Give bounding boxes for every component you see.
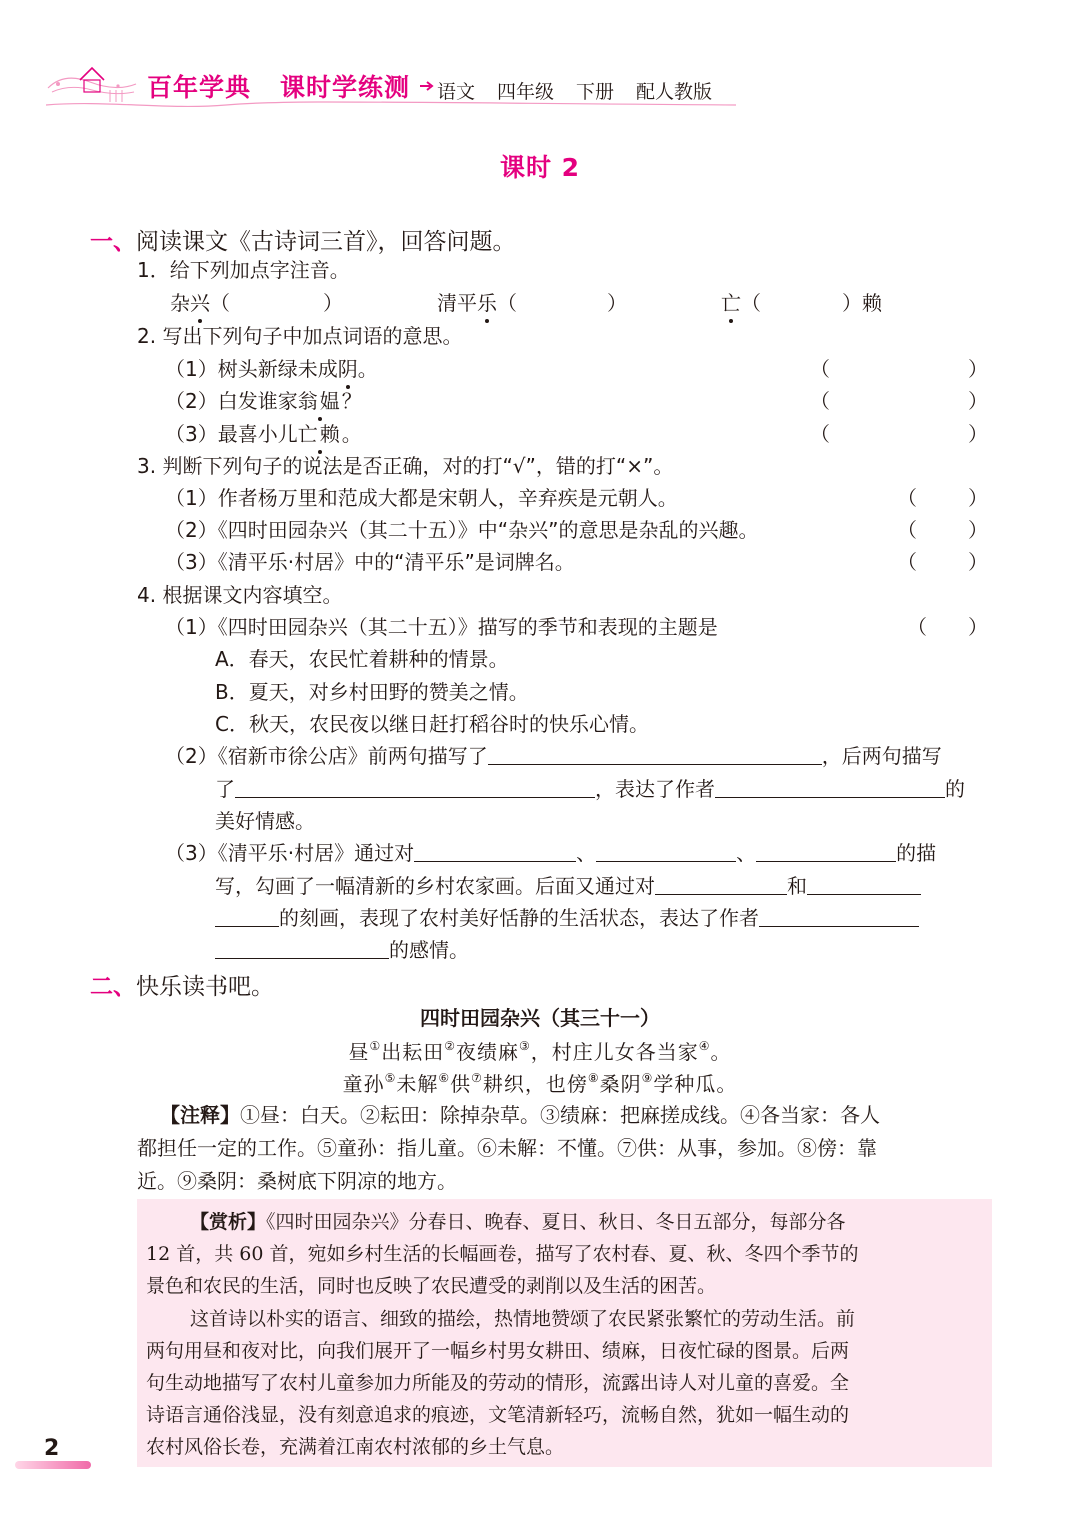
q1-item-1: 杂兴（ [170,291,230,315]
poem-segment: 。 [710,1040,732,1064]
section-1-title: 阅读课文《古诗词三首》，回答问题。 [136,229,516,255]
notes-line-3: 近。⑨桑阴：桑树底下阴凉的地方。 [137,1169,457,1193]
q3-paren-close-1: ） [968,486,988,510]
q3-item-2: （2）《四时田园杂兴（其二十五）》中“杂兴”的意思是杂乱的兴趣。 [165,518,759,542]
poem-segment: 昼 [348,1040,370,1064]
q4-sub2-line2: 了 ，表达了作者 的 [215,777,965,801]
notes-line-2: 都担任一定的工作。⑤童孙：指儿童。⑥未解：不懂。⑦供：从事，参加。⑧傍：靠 [137,1136,877,1160]
q3-paren-open-3[interactable]: （ [897,550,917,574]
q1-item-3: 亡（ [721,291,761,315]
q2-paren-close-3: ） [968,422,988,446]
note-marker: ① [369,1039,382,1053]
q1-answer-1[interactable]: ） [323,291,343,315]
grade-label: 四年级 [497,81,555,103]
poem-segment: 夜绩麻 [456,1040,519,1064]
note-marker: ⑥ [438,1071,451,1085]
page-header [0,0,1080,125]
q4-sub3-line2: 写，勾画了一幅清新的乡村农家画。后面又通过对 和 [215,872,921,900]
q4-sub3-line3: 的刻画，表现了农村美好恬静的生活状态，表达了作者 [215,904,919,932]
q4-sub2-line1: （2）《宿新市徐公店》前两句描写了 ，后两句描写 [165,744,942,768]
note-marker: ⑤ [384,1071,397,1085]
q4-sub1-paren-open[interactable]: （ [907,615,927,639]
poem-segment: 童孙 [342,1072,385,1096]
note-marker: ⑧ [587,1071,600,1085]
note-marker: ② [444,1039,456,1053]
q3-item-3: （3）《清平乐·村居》中的“清平乐”是词牌名。 [165,550,575,574]
section-2-title: 快乐读书吧。 [136,974,274,1000]
q4-sub3-line4: 的感情。 [215,936,469,964]
poem-line-2 [0,1068,1080,1097]
note-marker: ⑦ [471,1071,483,1085]
note-marker: ⑨ [641,1071,654,1085]
q4-sub2-line3: 美好情感。 [215,809,315,833]
fill-blank[interactable] [215,905,279,927]
page-number-bar [15,1461,91,1469]
q2-paren-open-2[interactable]: （ [810,389,830,413]
fill-blank[interactable] [596,840,736,862]
arrow-right-icon [419,80,435,92]
analysis-line-3: 景色和农民的生活，同时也反映了农民遭受的剥削以及生活的困苦。 [146,1275,717,1297]
analysis-line-1: 【赏析】《四时田园杂兴》分春日、晚春、夏日、秋日、冬日五部分，每部分各 [190,1211,846,1233]
note-marker: ③ [519,1039,531,1053]
note-marker: ④ [698,1039,711,1053]
poem-segment: ，村庄儿女各当家 [530,1040,699,1064]
q4-option-b[interactable]: B．夏天，对乡村田野的赞美之情。 [215,680,529,704]
section-2-heading [90,968,274,1001]
subject-label: 语文 [437,81,476,103]
q4-sub3-line1: （3）《清平乐·村居》通过对 、 、 的描 [165,841,937,865]
fill-blank[interactable] [414,840,576,862]
volume-label: 下册 [576,81,615,103]
analysis-line-5: 两句用昼和夜对比，向我们展开了一幅乡村男女耕田、绩麻，日夜忙碌的图景。后两 [146,1340,850,1362]
page-number: 2 [44,1436,60,1461]
poem-segment: 供 [450,1072,472,1096]
q2-stem: 2. 写出下列句子中加点词语的意思。 [137,324,463,348]
q1-answer-2[interactable]: ） [607,291,627,315]
fill-blank[interactable] [215,937,389,959]
q2-paren-close-1: ） [968,357,988,381]
analysis-line-8: 农村风俗长卷，充满着江南农村浓郁的乡土气息。 [146,1436,565,1458]
fill-blank[interactable] [756,840,896,862]
header-divider [46,100,736,110]
q4-option-c[interactable]: C．秋天，农民夜以继日赶打稻谷时的快乐心情。 [215,712,649,736]
brand-name: 百年学典 [147,73,252,102]
q3-paren-close-3: ） [968,550,988,574]
poem-segment: 学种瓜。 [653,1072,738,1096]
q3-item-1: （1）作者杨万里和范成大都是宋朝人，辛弃疾是元朝人。 [165,486,678,510]
q2-paren-open-3[interactable]: （ [810,422,830,446]
fill-blank[interactable] [759,905,919,927]
series-name: 课时学练测 [280,73,411,102]
q1-item-2: 清平乐（ [437,291,517,315]
fill-blank[interactable] [488,743,822,765]
poem-line-1 [0,1036,1080,1065]
lesson-title: 课时 2 [499,153,581,182]
poem-segment: 桑阴 [599,1072,642,1096]
notes-line-1: 【注释】①昼：白天。②耘田：除掉杂草。③绩麻：把麻搓成线。④各当家：各人 [160,1103,880,1127]
analysis-line-2: 12 首，共 60 首，宛如乡村生活的长幅画卷，描写了农村春、夏、秋、冬四个季节的 [146,1243,859,1265]
q1-answer-3[interactable]: ）赖 [842,291,882,315]
fill-blank[interactable] [655,873,787,895]
q1-stem: 1．给下列加点字注音。 [137,258,350,282]
analysis-line-6: 句生动地描写了农村儿童参加力所能及的劳动的情形，流露出诗人对儿童的喜爱。全 [146,1372,850,1394]
poem-title: 四时田园杂兴（其三十一） [420,1006,660,1030]
q4-sub1-text: （1）《四时田园杂兴（其二十五）》描写的季节和表现的主题是 [165,615,718,639]
analysis-label: 【赏析】 [190,1211,267,1233]
fill-blank[interactable] [715,776,945,798]
q3-paren-open-2[interactable]: （ [897,518,917,542]
q4-stem: 4. 根据课文内容填空。 [137,583,343,607]
analysis-line-7: 诗语言通俗浅显，没有刻意追求的痕迹，文笔清新轻巧，流畅自然，犹如一幅生动的 [146,1404,850,1426]
q3-paren-open-1[interactable]: （ [897,486,917,510]
edition-label: 配人教版 [636,81,713,103]
section-1-number: 一、 [90,229,136,255]
q3-stem: 3. 判断下列句子的说法是否正确，对的打“√”，错的打“×”。 [137,454,674,478]
q4-sub1-paren-close: ） [968,615,988,639]
q4-option-a[interactable]: A．春天，农民忙着耕种的情景。 [215,647,509,671]
q3-paren-close-2: ） [968,518,988,542]
section-2-number: 二、 [90,974,136,1000]
q2-item-1: （1）树头新绿未成阴。 [165,357,378,381]
q2-item-2: （2）白发谁家翁媪？ [165,389,362,413]
q2-item-3: （3）最喜小儿亡赖。 [165,422,362,446]
fill-blank[interactable] [235,776,595,798]
analysis-line-4: 这首诗以朴实的语言、细致的描绘，热情地赞颂了农民紧张繁忙的劳动生活。前 [190,1308,856,1330]
section-1-heading [90,223,516,256]
q2-paren-close-2: ） [968,389,988,413]
poem-segment: 出耘田 [381,1040,445,1064]
notes-label: 【注释】 [160,1103,240,1127]
poem-segment: 未解 [396,1072,439,1096]
fill-blank[interactable] [807,873,921,895]
q2-paren-open-1[interactable]: （ [810,357,830,381]
poem-segment: 耕织，也傍 [482,1072,588,1096]
